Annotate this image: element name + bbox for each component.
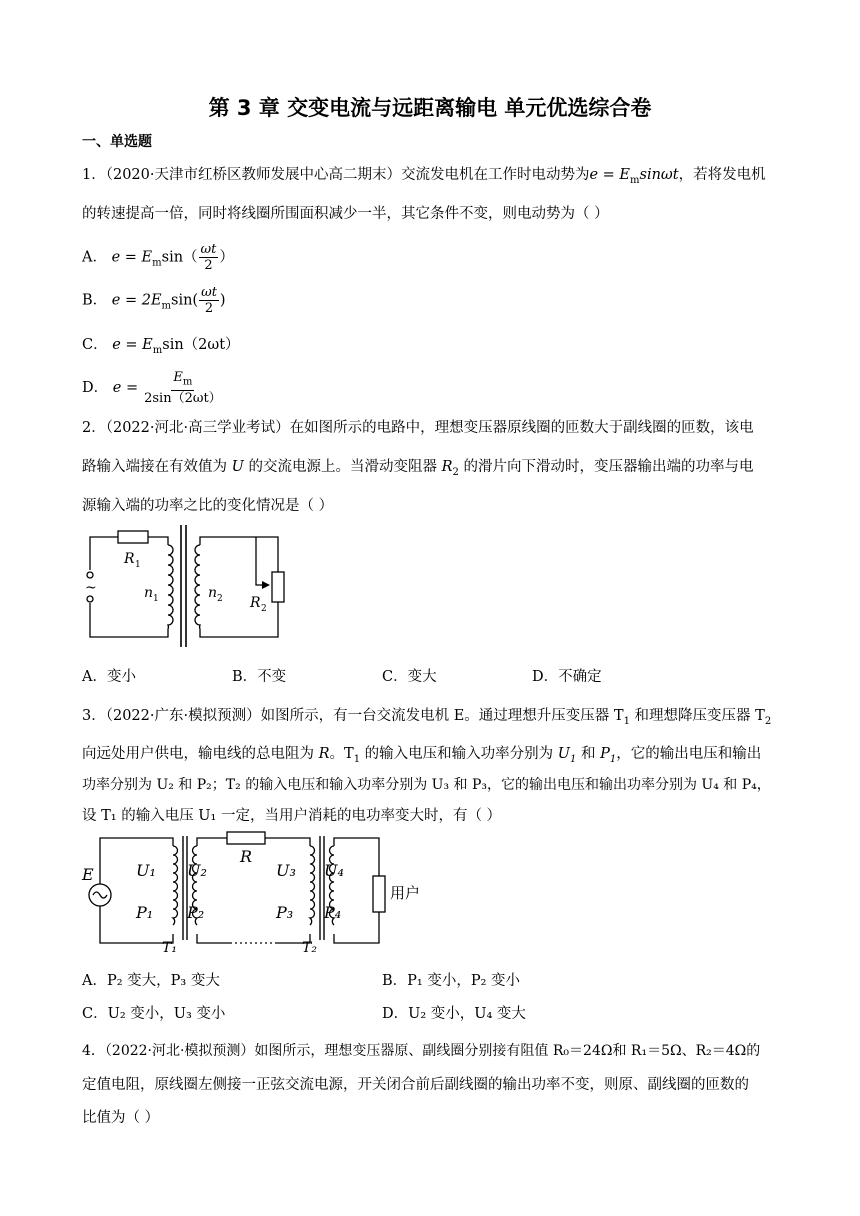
formula-sub: m	[152, 344, 163, 356]
primary-coil	[168, 545, 173, 629]
q3-var-r: R	[318, 746, 330, 762]
q3-sub: 1	[623, 715, 630, 727]
q1-option-d[interactable]	[82, 370, 225, 406]
user-load-resistor	[373, 876, 385, 912]
label-p4: P₄	[324, 903, 342, 922]
label-n2-sub: 2	[217, 594, 223, 604]
q1-option-c[interactable]	[82, 333, 240, 356]
option-formula: e =	[112, 379, 139, 396]
q2-stem-line3: 源输入端的功率之比的变化情况是（ ）	[82, 498, 334, 514]
q3-transmission-diagram	[80, 828, 430, 953]
q4-stem-line3: 比值为（ ）	[82, 1110, 160, 1126]
option-label: B．	[82, 292, 108, 309]
formula-mid: sin（	[161, 249, 198, 266]
label-e: E	[82, 865, 94, 884]
label-t2: T₂	[302, 940, 317, 953]
q4-stem-line2: 定值电阻，原线圈左侧接一正弦交流电源，开关闭合前后副线圈的输出功率不变，则原、副线圈的匝数的	[82, 1077, 749, 1093]
q3-text: 和理想降压变压器 T	[629, 708, 765, 724]
q3-stem-line4: 设 T₁ 的输入电压 U₁ 一定，当用户消耗的电功率变大时，有（ ）	[82, 808, 502, 824]
q2-var-r: R	[441, 459, 453, 475]
label-r1: R	[124, 551, 135, 567]
q3-stem-line1	[82, 704, 771, 727]
section-heading: 一、单选题	[82, 134, 152, 150]
q2-text: 的交流电源上。当滑动变阻器	[243, 459, 442, 475]
q1-option-b[interactable]	[82, 285, 226, 316]
fraction-num	[171, 370, 194, 391]
option-formula: e = E	[111, 249, 153, 266]
resistor-r1	[118, 531, 148, 543]
q3-option-d[interactable]: D．U₂ 变小，U₄ 变大	[382, 1006, 526, 1022]
q3-sub: 1	[570, 753, 577, 765]
q2-option-a[interactable]: A．变小	[82, 669, 136, 685]
fraction-num: ωt	[200, 242, 217, 257]
fraction	[199, 242, 219, 273]
label-u4: U₄	[324, 861, 344, 880]
fraction-den: 2sin（2ωt）	[144, 390, 222, 406]
label-n1: n	[144, 585, 154, 601]
q4-stem-line1: 4．（2022·河北·模拟预测）如图所示，理想变压器原、副线圈分别接有阻值 R₀＝24Ω和 R₁＝5Ω、R₂＝4Ω的	[82, 1043, 761, 1059]
q3-option-c[interactable]: C．U₂ 变小，U₃ 变小	[82, 1006, 226, 1022]
q3-sub: 1	[353, 753, 361, 765]
label-r2: R	[250, 595, 261, 611]
q1-stem-suffix: ，若将发电机	[678, 167, 766, 183]
q3-stem-line3: 功率分别为 U₂ 和 P₂；T₂ 的输入电压和输入功率分别为 U₃ 和 P₃，它的输出电压和输出功率分别为 U₄ 和 P₄，	[82, 777, 771, 793]
q3-text: ，它的输出电压和输出	[616, 746, 762, 762]
q3-text: 向远处用户供电，输电线的总电阻为	[82, 746, 319, 762]
q3-text: 。T	[329, 746, 354, 762]
fraction-num-sub: m	[182, 376, 193, 388]
q2-option-b[interactable]: B．不变	[232, 669, 287, 685]
label-p3: P₃	[276, 903, 294, 922]
fraction-den: 2	[204, 258, 213, 273]
q2-text: 路输入端接在有效值为	[82, 459, 232, 475]
q3-var-u1: U	[557, 746, 571, 762]
formula-mid: sin(	[171, 292, 199, 309]
resistor-r2	[272, 572, 284, 602]
label-u3: U₃	[276, 861, 296, 880]
label-r2-sub: 2	[261, 604, 267, 614]
fraction	[142, 370, 224, 406]
ac-source-symbol: ~	[85, 580, 97, 596]
q2-text: 的滑片向下滑动时，变压器输出端的功率与电	[458, 459, 754, 475]
q2-circuit-diagram	[80, 525, 300, 650]
q2-stem-line1: 2．（2022·河北·高三学业考试）在如图所示的电路中，理想变压器原线圈的匝数大于副线圈的匝数，该电	[82, 420, 754, 436]
q2-stem-line2	[82, 455, 753, 478]
formula-sub: m	[152, 257, 162, 269]
label-u2: U₂	[187, 861, 207, 880]
label-r: R	[240, 847, 253, 866]
option-formula: e = E	[112, 337, 153, 353]
q3-option-a[interactable]: A．P₂ 变大，P₃ 变大	[82, 973, 220, 989]
label-u1: U₁	[136, 861, 156, 880]
q3-var-p1: P	[600, 746, 610, 762]
fraction-num-var: E	[173, 370, 183, 385]
label-user: 用户	[390, 884, 421, 902]
q1-option-a[interactable]	[82, 242, 234, 273]
formula-sub: m	[161, 300, 172, 312]
label-r1-sub: 1	[135, 560, 141, 570]
q3-text: 的输入电压和输入功率分别为	[360, 746, 558, 762]
q1-stem-line2: 的转速提高一倍，同时将线圈所围面积减少一半，其它条件不变，则电动势为（ ）	[82, 206, 609, 222]
q1-formula: e = E	[589, 167, 631, 183]
formula-post: )	[219, 292, 226, 309]
label-n2: n	[208, 585, 218, 601]
q1-formula-sub: m	[630, 174, 640, 186]
formula-post: ）	[219, 249, 234, 266]
q3-sub: 2	[764, 715, 772, 727]
option-label: A．	[82, 249, 107, 266]
q1-stem-line1	[82, 163, 766, 186]
q3-sub: 1	[609, 753, 617, 765]
label-p1: P₁	[136, 903, 154, 922]
q3-text: 和	[576, 746, 601, 762]
q3-text: 3．（2022·广东·模拟预测）如图所示，有一台交流发电机 E。通过理想升压变压器 T	[82, 708, 624, 724]
label-t1: T₁	[162, 940, 177, 953]
fraction-num: ωt	[201, 285, 217, 300]
q2-option-c[interactable]: C．变大	[382, 669, 437, 685]
label-n1-sub: 1	[153, 594, 159, 604]
q2-var-r-sub: 2	[452, 466, 459, 478]
formula-post: sin（2ωt）	[162, 337, 240, 353]
option-label: C．	[82, 337, 108, 353]
q3-option-b[interactable]: B．P₁ 变小，P₂ 变小	[382, 973, 521, 989]
fraction-den: 2	[204, 301, 214, 316]
q2-var-u: U	[231, 459, 244, 475]
q1-formula-end: sinωt	[639, 167, 679, 183]
fraction	[199, 285, 219, 316]
q3-stem-line2	[82, 742, 761, 765]
option-label: D．	[82, 379, 109, 396]
option-formula: e = 2E	[111, 292, 162, 309]
q2-option-d[interactable]: D．不确定	[532, 669, 602, 685]
page-title: 第 3 章 交变电流与远距离输电 单元优选综合卷	[208, 96, 652, 120]
line-resistor-r	[227, 832, 265, 844]
secondary-coil	[195, 545, 200, 629]
q1-stem-text: 1．（2020·天津市红桥区教师发展中心高二期末）交流发电机在工作时电动势为	[82, 167, 590, 183]
label-p2: P₂	[187, 903, 205, 922]
